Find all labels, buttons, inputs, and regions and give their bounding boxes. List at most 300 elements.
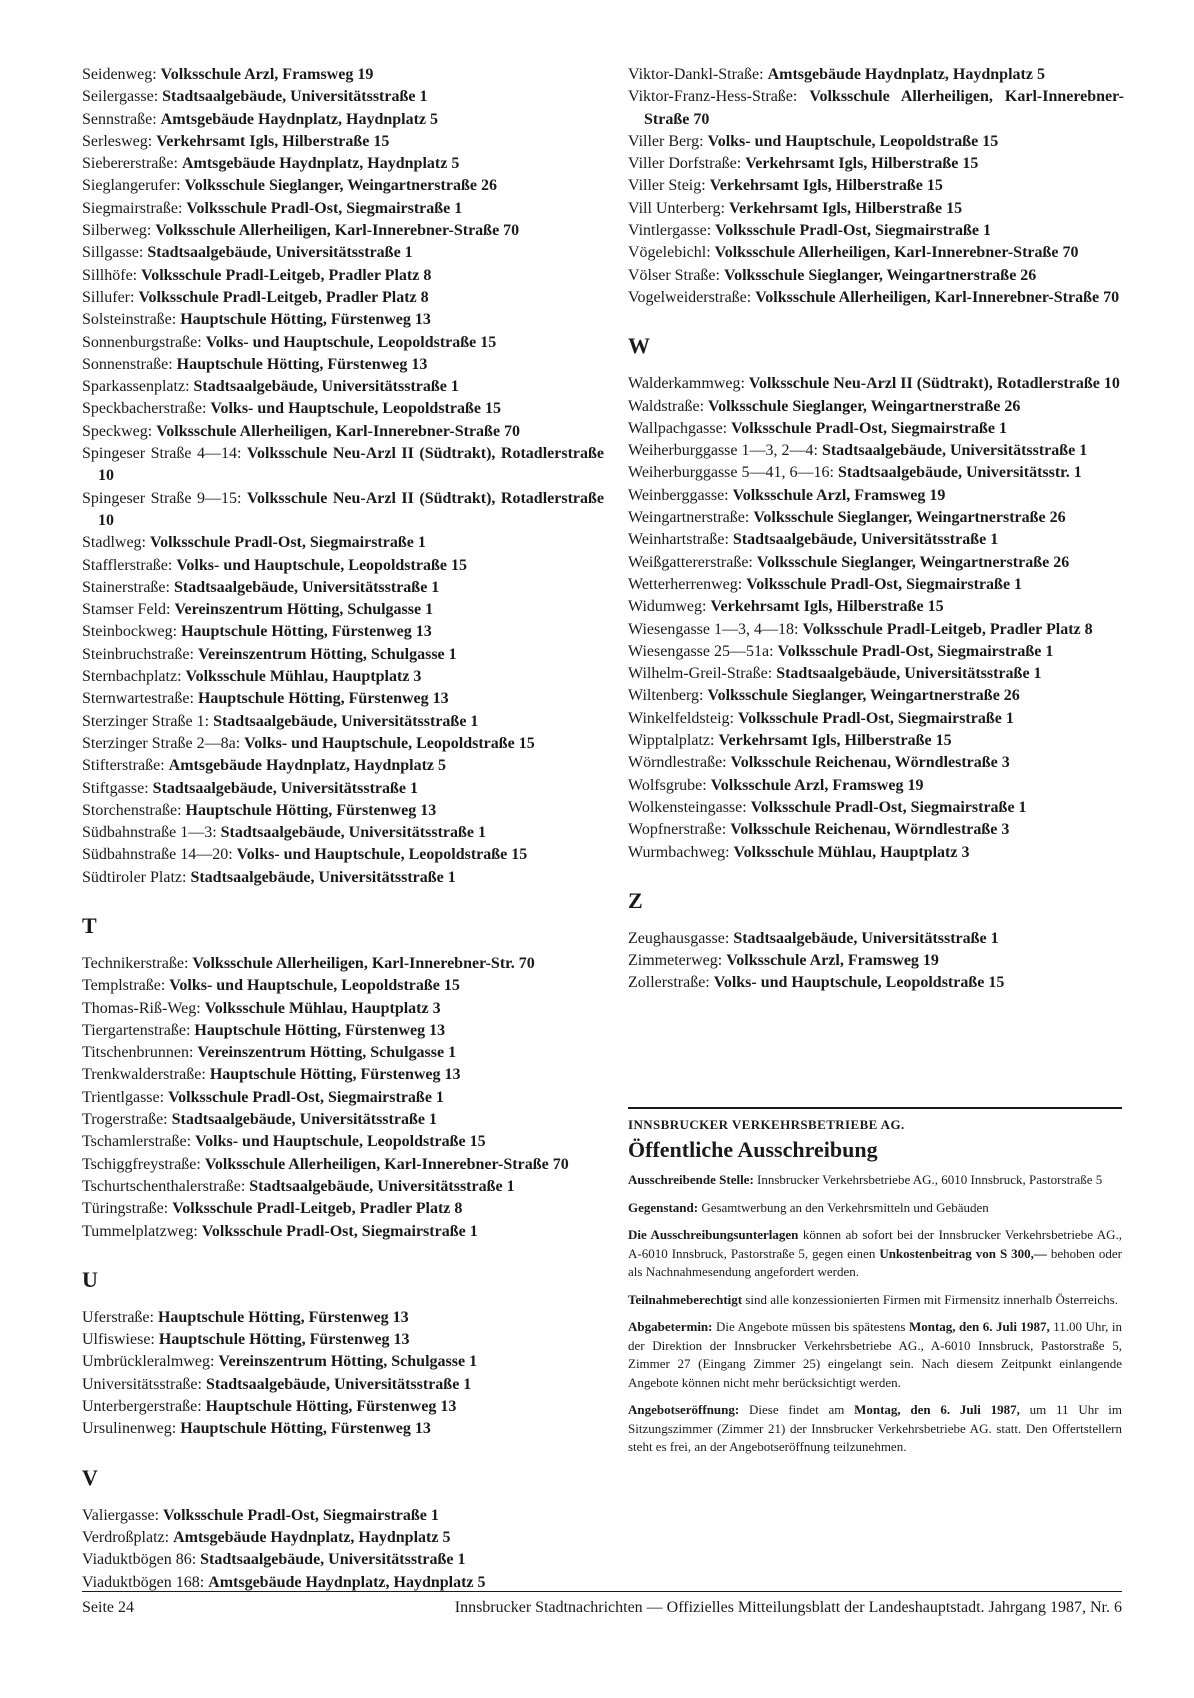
street-entry <box>82 1042 604 1064</box>
street-entry <box>82 666 604 688</box>
street-entry <box>82 621 604 643</box>
polling-location: Volksschule Sieglanger, Weingartnerstraße 26 <box>753 509 1066 527</box>
section-letter: T <box>82 912 97 938</box>
polling-location: Stadtsaalgebäude, Universitätsstraße 1 <box>171 1111 437 1129</box>
street-entry <box>628 730 1124 752</box>
street-entry <box>82 1418 604 1440</box>
polling-location: Volksschule Pradl-Ost, Siegmairstraße 1 <box>186 199 463 217</box>
polling-location: Verkehrsamt Igls, Hilberstraße 15 <box>728 199 963 217</box>
tender-paragraph-text-after: um 11 Uhr im Sitzungszimmer (Zimmer 21) der Innsbrucker Verkehrsbetriebe AG. statt. Den Offertstellern steht es frei, an der Angebotseröffnung teilzunehmen. <box>628 1402 1123 1454</box>
polling-location: Volksschule Sieglanger, Weingartnerstraße 26 <box>756 553 1070 571</box>
polling-location: Verkehrsamt Igls, Hilberstraße 15 <box>710 598 944 616</box>
polling-location: Stadtsaalgebäude, Universitätsstraße 1 <box>200 1551 466 1569</box>
street-index-right-column <box>628 64 1124 995</box>
tender-paragraph-text: Die Angebote müssen bis spätestens <box>716 1319 906 1334</box>
street-entry <box>82 998 604 1020</box>
tender-paragraph-label: Abgabetermin: <box>628 1319 713 1334</box>
street-name: Wallpachgasse: <box>628 419 728 437</box>
tender-paragraph <box>628 1171 1122 1190</box>
street-name: Wörndlestraße: <box>628 754 727 772</box>
polling-location: Stadtsaalgebäude, Universitätsstraße 1 <box>147 244 413 262</box>
street-entry <box>82 220 604 242</box>
street-index-left-column <box>82 64 604 1594</box>
polling-location: Volksschule Mühlau, Hauptplatz 3 <box>733 843 970 861</box>
street-name: Unterbergerstraße: <box>82 1398 202 1416</box>
section-letter: V <box>82 1464 98 1490</box>
tender-paragraph-text: können ab sofort bei der Innsbrucker Verkehrsbetriebe AG., A-6010 Innsbruck, Pastorstraße 5, gegen einen <box>628 1227 1123 1261</box>
street-name: Viller Berg: <box>628 132 704 150</box>
street-name: Universitätsstraße: <box>82 1375 202 1393</box>
street-name: Stadlweg: <box>82 534 146 552</box>
street-entry <box>82 198 604 220</box>
street-name: Vill Unterberg: <box>628 199 725 217</box>
street-name: Spingeser Straße 4—14: <box>82 445 242 463</box>
street-name: Sillufer: <box>82 288 135 306</box>
polling-location: Stadtsaalgebäude, Universitätsstraße 1 <box>733 929 999 947</box>
street-entry <box>82 1307 604 1329</box>
street-entry <box>628 220 1124 242</box>
polling-location: Volksschule Neu-Arzl II (Südtrakt), Rotadlerstraße 10 <box>748 375 1120 393</box>
polling-location: Volksschule Pradl-Ost, Siegmairstraße 1 <box>746 575 1023 593</box>
street-name: Steinbruchstraße: <box>82 645 194 663</box>
street-entry <box>82 755 604 777</box>
street-name: Weiherburggasse 1—3, 2—4: <box>628 442 818 460</box>
street-entry <box>628 819 1124 841</box>
street-name: Trenkwalderstraße: <box>82 1066 206 1084</box>
street-name: Zollerstraße: <box>628 974 710 992</box>
polling-location: Stadtsaalgebäude, Universitätsstraße 1 <box>821 442 1088 460</box>
street-entry <box>628 86 1124 131</box>
street-name: Vogelweiderstraße: <box>628 288 752 306</box>
street-name: Sterzinger Straße 2—8a: <box>82 734 241 752</box>
polling-location: Volksschule Pradl-Ost, Siegmairstraße 1 <box>150 534 426 552</box>
street-name: Sonnenstraße: <box>82 355 173 373</box>
section-letter: W <box>628 333 650 359</box>
polling-location: Volksschule Pradl-Ost, Siegmairstraße 1 <box>168 1088 444 1106</box>
street-name: Speckbacherstraße: <box>82 400 207 418</box>
street-name: Weinhartstraße: <box>628 531 729 549</box>
street-entry <box>82 131 604 153</box>
street-entry <box>628 685 1124 707</box>
street-entry <box>82 64 604 86</box>
street-name: Stifterstraße: <box>82 757 165 775</box>
street-entry <box>82 1064 604 1086</box>
street-name: Tummelplatzweg: <box>82 1222 198 1240</box>
tender-paragraph-text-after: 11.00 Uhr, in der Direktion der Innsbrucker Verkehrsbetriebe AG., A-6010 Innsbruck, Pastorstraße 5, Zimmer 27 (Eingang Zimmer 25) eingelangt sein. Nach diesem Zeitpunkt einlangende Angebote können nicht mehr berücksichtigt werden. <box>628 1319 1123 1390</box>
street-name: Weinberggasse: <box>628 486 729 504</box>
street-entry <box>82 1329 604 1351</box>
street-name: Sillgasse: <box>82 244 144 262</box>
polling-location: Vereinszentrum Hötting, Schulgasse 1 <box>197 645 457 663</box>
street-entry <box>628 752 1124 774</box>
tender-paragraph <box>628 1318 1122 1392</box>
polling-location: Hauptschule Hötting, Fürstenweg 13 <box>180 311 431 329</box>
street-entry <box>628 507 1124 529</box>
street-name: Wiesengasse 25—51a: <box>628 642 774 660</box>
street-entry <box>82 1131 604 1153</box>
polling-location: Volks- und Hauptschule, Leopoldstraße 15 <box>236 846 528 864</box>
polling-location: Amtsgebäude Haydnplatz, Haydnplatz 5 <box>208 1573 486 1591</box>
street-entry <box>82 555 604 577</box>
polling-location: Hauptschule Hötting, Fürstenweg 13 <box>209 1066 461 1084</box>
tender-paragraph-text: Gesamtwerbung an den Verkehrsmitteln und Gebäuden <box>701 1199 989 1215</box>
street-name: Vintlergasse: <box>628 222 712 240</box>
street-entry <box>82 1396 604 1418</box>
polling-location: Volksschule Allerheiligen, Karl-Innerebner-Straße 70 <box>155 222 520 240</box>
section-letter: U <box>82 1266 98 1292</box>
street-entry <box>628 198 1124 220</box>
polling-location: Vereinszentrum Hötting, Schulgasse 1 <box>174 601 434 619</box>
polling-location: Amtsgebäude Haydnplatz, Haydnplatz 5 <box>767 66 1045 83</box>
polling-location: Volksschule Arzl, Framsweg 19 <box>710 776 924 794</box>
street-name: Sennstraße: <box>82 110 157 128</box>
street-name: Weißgattererstraße: <box>628 553 753 571</box>
street-name: Weingartnerstraße: <box>628 509 750 527</box>
street-name: Waldstraße: <box>628 397 705 415</box>
street-entry <box>82 1374 604 1396</box>
polling-location: Hauptschule Hötting, Fürstenweg 13 <box>194 1021 446 1039</box>
polling-location: Verkehrsamt Igls, Hilberstraße 15 <box>718 732 952 750</box>
street-name: Trientlgasse: <box>82 1088 165 1106</box>
street-name: Zimmeterweg: <box>628 952 723 970</box>
street-name: Wolkensteingasse: <box>628 798 747 816</box>
street-entry <box>82 398 604 420</box>
street-name: Viktor-Franz-Hess-Straße: <box>628 88 798 106</box>
polling-location: Amtsgebäude Haydnplatz, Haydnplatz 5 <box>168 757 447 775</box>
polling-location: Volksschule Arzl, Framsweg 19 <box>160 66 374 83</box>
street-entry <box>628 619 1124 641</box>
polling-location: Volksschule Pradl-Leitgeb, Pradler Platz 8 <box>802 620 1093 638</box>
tender-paragraph <box>628 1291 1122 1310</box>
street-name: Viller Steig: <box>628 177 706 195</box>
street-name: Tschamlerstraße: <box>82 1133 192 1151</box>
polling-location: Volks- und Hauptschule, Leopoldstraße 15 <box>210 400 501 418</box>
street-entry <box>82 332 604 354</box>
street-name: Siebererstraße: <box>82 155 178 173</box>
street-entry <box>82 532 604 554</box>
polling-location: Volks- und Hauptschule, Leopoldstraße 15 <box>195 1133 486 1151</box>
polling-location: Hauptschule Hötting, Fürstenweg 13 <box>185 801 437 819</box>
polling-location: Volksschule Pradl-Leitgeb, Pradler Platz 8 <box>138 288 429 306</box>
street-entry <box>82 1351 604 1373</box>
street-entry <box>82 1505 604 1527</box>
tender-paragraph-text: Diese findet am <box>749 1402 845 1417</box>
street-entry <box>82 867 604 889</box>
tender-paragraph-label: Gegenstand: <box>628 1199 699 1215</box>
street-name: Wilhelm-Greil-Straße: <box>628 665 773 683</box>
street-name: Südbahnstraße 14—20: <box>82 846 233 864</box>
polling-location: Volksschule Arzl, Framsweg 19 <box>732 486 946 504</box>
polling-location: Volks- und Hauptschule, Leopoldstraße 15 <box>176 556 467 574</box>
street-name: Wurmbachweg: <box>628 843 730 861</box>
street-entry <box>82 822 604 844</box>
street-entry <box>628 153 1124 175</box>
street-entry <box>82 443 604 488</box>
street-name: Viaduktbögen 86: <box>82 1551 197 1569</box>
street-entry <box>82 1087 604 1109</box>
street-name: Sonnenburgstraße: <box>82 333 202 351</box>
polling-location: Verkehrsamt Igls, Hilberstraße 15 <box>156 132 390 150</box>
polling-location: Volks- und Hauptschule, Leopoldstraße 15 <box>244 734 535 752</box>
street-name: Steinbockweg: <box>82 623 178 641</box>
street-name: Sternwartestraße: <box>82 690 194 708</box>
polling-location: Volks- und Hauptschule, Leopoldstraße 15 <box>713 974 1005 992</box>
tender-paragraph-text: Innsbrucker Verkehrsbetriebe AG., 6010 Innsbruck, Pastorstraße 5 <box>757 1172 1103 1187</box>
polling-location: Volksschule Allerheiligen, Karl-Innerebner-Straße 70 <box>204 1155 569 1173</box>
tender-paragraph-label: Angebotseröffnung: <box>628 1402 740 1417</box>
street-entry <box>628 265 1124 287</box>
street-name: Thomas-Riß-Weg: <box>82 999 201 1017</box>
polling-location: Volksschule Pradl-Ost, Siegmairstraße 1 <box>201 1222 478 1240</box>
tender-body <box>628 1171 1122 1457</box>
street-name: Südtiroler Platz: <box>82 868 187 886</box>
street-name: Ursulinenweg: <box>82 1420 177 1438</box>
street-name: Templstraße: <box>82 977 166 995</box>
street-entry <box>628 950 1124 972</box>
tender-title: Öffentliche Ausschreibung <box>628 1137 878 1162</box>
street-name: Trogerstraße: <box>82 1111 168 1129</box>
polling-location: Volks- und Hauptschule, Leopoldstraße 15 <box>707 132 999 150</box>
polling-location: Amtsgebäude Haydnplatz, Haydnplatz 5 <box>173 1528 451 1546</box>
polling-location: Volksschule Sieglanger, Weingartnerstraße 26 <box>184 177 497 195</box>
street-entry <box>628 797 1124 819</box>
polling-location: Vereinszentrum Hötting, Schulgasse 1 <box>218 1353 478 1371</box>
polling-location: Volksschule Sieglanger, Weingartnerstraße 26 <box>707 687 1020 705</box>
street-entry <box>82 354 604 376</box>
street-name: Seidenweg: <box>82 66 157 83</box>
polling-location: Vereinszentrum Hötting, Schulgasse 1 <box>197 1044 457 1062</box>
street-entry <box>628 928 1124 950</box>
street-entry <box>628 552 1124 574</box>
street-entry <box>628 972 1124 994</box>
street-name: Viaduktbögen 168: <box>82 1573 205 1591</box>
street-name: Türingstraße: <box>82 1200 169 1218</box>
street-name: Silberweg: <box>82 222 152 240</box>
polling-location: Volksschule Pradl-Ost, Siegmairstraße 1 <box>777 642 1054 660</box>
street-name: Umbrückleralmweg: <box>82 1353 215 1371</box>
street-entry <box>82 1176 604 1198</box>
street-name: Wopfnerstraße: <box>628 821 727 839</box>
polling-location: Volksschule Pradl-Ost, Siegmairstraße 1 <box>750 798 1027 816</box>
polling-location: Volksschule Pradl-Ost, Siegmairstraße 1 <box>163 1506 439 1524</box>
polling-location: Volksschule Pradl-Ost, Siegmairstraße 1 <box>731 419 1007 437</box>
polling-location: Volksschule Allerheiligen, Karl-Innerebner-Straße 70 <box>714 244 1079 262</box>
polling-location: Stadtsaalgebäude, Universitätsstraße 1 <box>173 578 440 596</box>
street-entry <box>82 599 604 621</box>
street-entry <box>82 109 604 131</box>
street-name: Tiergartenstraße: <box>82 1021 191 1039</box>
polling-location: Volksschule Allerheiligen, Karl-Innerebner-Straße 70 <box>644 88 1124 128</box>
polling-location: Hauptschule Hötting, Fürstenweg 13 <box>158 1331 410 1349</box>
street-entry <box>628 131 1124 153</box>
street-name: Wolfsgrube: <box>628 776 707 794</box>
polling-location: Volksschule Allerheiligen, Karl-Innerebner-Str. 70 <box>192 954 535 972</box>
polling-location: Stadtsaalgebäude, Universitätsstraße 1 <box>249 1177 515 1195</box>
polling-location: Volksschule Allerheiligen, Karl-Innerebner-Straße 70 <box>755 288 1120 306</box>
polling-location: Hauptschule Hötting, Fürstenweg 13 <box>176 355 428 373</box>
street-entry <box>628 641 1124 663</box>
street-entry <box>628 64 1124 86</box>
polling-location: Stadtsaalgebäude, Universitätsstraße 1 <box>193 378 459 396</box>
street-name: Zeughausgasse: <box>628 929 730 947</box>
street-name: Valiergasse: <box>82 1506 160 1524</box>
street-name: Siegmairstraße: <box>82 199 183 217</box>
street-name: Verdroßplatz: <box>82 1528 170 1546</box>
street-entry <box>82 1198 604 1220</box>
street-entry <box>628 440 1124 462</box>
street-name: Uferstraße: <box>82 1308 154 1326</box>
street-name: Stainerstraße: <box>82 578 170 596</box>
street-name: Solsteinstraße: <box>82 311 177 329</box>
street-name: Storchenstraße: <box>82 801 182 819</box>
street-entry <box>628 418 1124 440</box>
polling-location: Stadtsaalgebäude, Universitätsstraße 1 <box>205 1375 472 1393</box>
polling-location: Volksschule Pradl-Ost, Siegmairstraße 1 <box>738 709 1014 727</box>
street-entry <box>82 577 604 599</box>
street-entry <box>82 1154 604 1176</box>
street-name: Viktor-Dankl-Straße: <box>628 66 764 83</box>
street-entry <box>82 1109 604 1131</box>
tender-organization: INNSBRUCKER VERKEHRSBETRIEBE AG. <box>628 1117 905 1132</box>
street-entry <box>628 242 1124 264</box>
polling-location: Volksschule Sieglanger, Weingartnerstraße 26 <box>708 397 1021 415</box>
polling-location: Volksschule Arzl, Framsweg 19 <box>726 952 939 970</box>
street-name: Vögelebichl: <box>628 244 711 262</box>
street-entry <box>82 86 604 108</box>
street-name: Stamser Feld: <box>82 601 171 619</box>
polling-location: Hauptschule Hötting, Fürstenweg 13 <box>157 1308 409 1326</box>
street-entry <box>82 1527 604 1549</box>
street-entry <box>628 287 1124 309</box>
polling-location: Stadtsaalgebäude, Universitätsstraße 1 <box>190 868 456 886</box>
street-entry <box>82 242 604 264</box>
street-name: Wetterherrenweg: <box>628 575 743 593</box>
street-name: Sternbachplatz: <box>82 668 182 686</box>
street-name: Südbahnstraße 1—3: <box>82 824 217 842</box>
street-entry <box>82 376 604 398</box>
tender-paragraph <box>628 1401 1122 1457</box>
street-entry <box>628 574 1124 596</box>
polling-location: Stadtsaalgebäude, Universitätsstraße 1 <box>776 665 1042 683</box>
street-entry <box>82 733 604 755</box>
street-entry <box>82 175 604 197</box>
street-name: Technikerstraße: <box>82 954 189 972</box>
polling-location: Volksschule Mühlau, Hauptplatz 3 <box>185 668 422 686</box>
street-entry <box>82 1020 604 1042</box>
street-name: Walderkammweg: <box>628 375 745 393</box>
polling-location: Volksschule Sieglanger, Weingartnerstraße 26 <box>723 266 1037 284</box>
polling-location: Amtsgebäude Haydnplatz, Haydnplatz 5 <box>160 110 439 128</box>
street-name: Winkelfeldsteig: <box>628 709 734 727</box>
street-entry <box>82 1221 604 1243</box>
street-name: Wipptalplatz: <box>628 732 715 750</box>
street-entry <box>628 596 1124 618</box>
polling-location: Volksschule Neu-Arzl II (Südtrakt), Rotadlerstraße 10 <box>98 489 604 529</box>
tender-paragraph-label: Teilnahmeberechtigt <box>628 1291 743 1307</box>
tender-paragraph-emphasis: Unkostenbeitrag von S 300,— <box>879 1245 1047 1261</box>
section-letter: Z <box>628 887 643 913</box>
street-entry <box>82 265 604 287</box>
street-entry <box>82 711 604 733</box>
polling-location: Volksschule Pradl-Leitgeb, Pradler Platz 8 <box>141 266 432 284</box>
polling-location: Volksschule Pradl-Ost, Siegmairstraße 1 <box>715 222 992 240</box>
polling-location: Stadtsaalgebäude, Universitätsstraße 1 <box>152 779 419 797</box>
polling-location: Verkehrsamt Igls, Hilberstraße 15 <box>709 177 943 195</box>
street-name: Serlesweg: <box>82 132 153 150</box>
tender-paragraph-emphasis: Montag, den 6. Juli 1987, <box>908 1319 1050 1334</box>
street-name: Widumweg: <box>628 598 707 616</box>
street-name: Viller Dorfstraße: <box>628 155 742 173</box>
street-entry <box>628 775 1124 797</box>
tender-paragraph-emphasis: Montag, den 6. Juli 1987, <box>854 1402 1020 1417</box>
street-entry <box>628 529 1124 551</box>
polling-location: Volksschule Neu-Arzl II (Südtrakt), Rotadlerstraße 10 <box>98 445 604 485</box>
polling-location: Volksschule Mühlau, Hauptplatz 3 <box>204 999 441 1017</box>
street-entry <box>82 644 604 666</box>
tender-paragraph-text-after: behoben oder als Nachnahmesendung angefordert werden. <box>628 1245 1123 1279</box>
polling-location: Hauptschule Hötting, Fürstenweg 13 <box>181 623 432 641</box>
street-name: Tschiggfreystraße: <box>82 1155 201 1173</box>
page-number: Seite 24 <box>82 1599 134 1616</box>
polling-location: Volksschule Reichenau, Wörndlestraße 3 <box>730 821 1010 839</box>
street-name: Wiltenberg: <box>628 687 704 705</box>
polling-location: Stadtsaalgebäude, Universitätsstraße 1 <box>732 531 999 549</box>
footer-divider <box>82 1591 1122 1592</box>
polling-location: Hauptschule Hötting, Fürstenweg 13 <box>197 690 449 708</box>
street-entry <box>82 287 604 309</box>
street-entry <box>82 844 604 866</box>
street-name: Sparkassenplatz: <box>82 378 190 396</box>
polling-location: Volks- und Hauptschule, Leopoldstraße 15 <box>205 333 497 351</box>
street-entry <box>82 800 604 822</box>
polling-location: Hauptschule Hötting, Fürstenweg 13 <box>180 1420 431 1438</box>
street-name: Sterzinger Straße 1: <box>82 712 210 730</box>
tender-paragraph-label: Ausschreibende Stelle: <box>628 1172 754 1187</box>
street-entry <box>82 688 604 710</box>
polling-location: Stadtsaalgebäude, Universitätsstraße 1 <box>220 824 486 842</box>
tender-paragraph <box>628 1226 1122 1282</box>
polling-location: Stadtsaalgebäude, Universitätsstraße 1 <box>162 88 428 106</box>
polling-location: Amtsgebäude Haydnplatz, Haydnplatz 5 <box>181 155 460 173</box>
street-entry <box>82 953 604 975</box>
street-entry <box>82 421 604 443</box>
street-name: Weiherburggasse 5—41, 6—16: <box>628 464 834 482</box>
street-entry <box>628 485 1124 507</box>
polling-location: Volksschule Reichenau, Wörndlestraße 3 <box>730 754 1010 772</box>
street-name: Tschurtschenthalerstraße: <box>82 1177 246 1195</box>
polling-location: Verkehrsamt Igls, Hilberstraße 15 <box>745 155 979 173</box>
street-entry <box>82 975 604 997</box>
street-entry <box>628 708 1124 730</box>
street-entry <box>82 309 604 331</box>
street-name: Spingeser Straße 9—15: <box>82 489 242 507</box>
street-name: Völser Straße: <box>628 266 720 284</box>
polling-location: Volksschule Pradl-Leitgeb, Pradler Platz 8 <box>172 1200 463 1218</box>
publication-title: Innsbrucker Stadtnachrichten — Offizielles Mitteilungsblatt der Landeshauptstadt. Jahrgang 1987, Nr. 6 <box>454 1599 1122 1616</box>
street-name: Speckweg: <box>82 422 153 440</box>
street-name: Stafflerstraße: <box>82 556 173 574</box>
street-entry <box>82 778 604 800</box>
street-name: Stiftgasse: <box>82 779 149 797</box>
street-entry <box>82 488 604 533</box>
street-name: Sillhöfe: <box>82 266 138 284</box>
polling-location: Stadtsaalgebäude, Universitätsstr. 1 <box>837 464 1082 482</box>
street-name: Titschenbrunnen: <box>82 1044 194 1062</box>
tender-paragraph-text: sind alle konzessionierten Firmen mit Firmensitz innerhalb Österreichs. <box>745 1291 1118 1307</box>
tender-paragraph <box>628 1199 1122 1218</box>
tender-paragraph-label: Die Ausschreibungsunterlagen <box>628 1227 799 1242</box>
street-name: Sieglangerufer: <box>82 177 181 195</box>
